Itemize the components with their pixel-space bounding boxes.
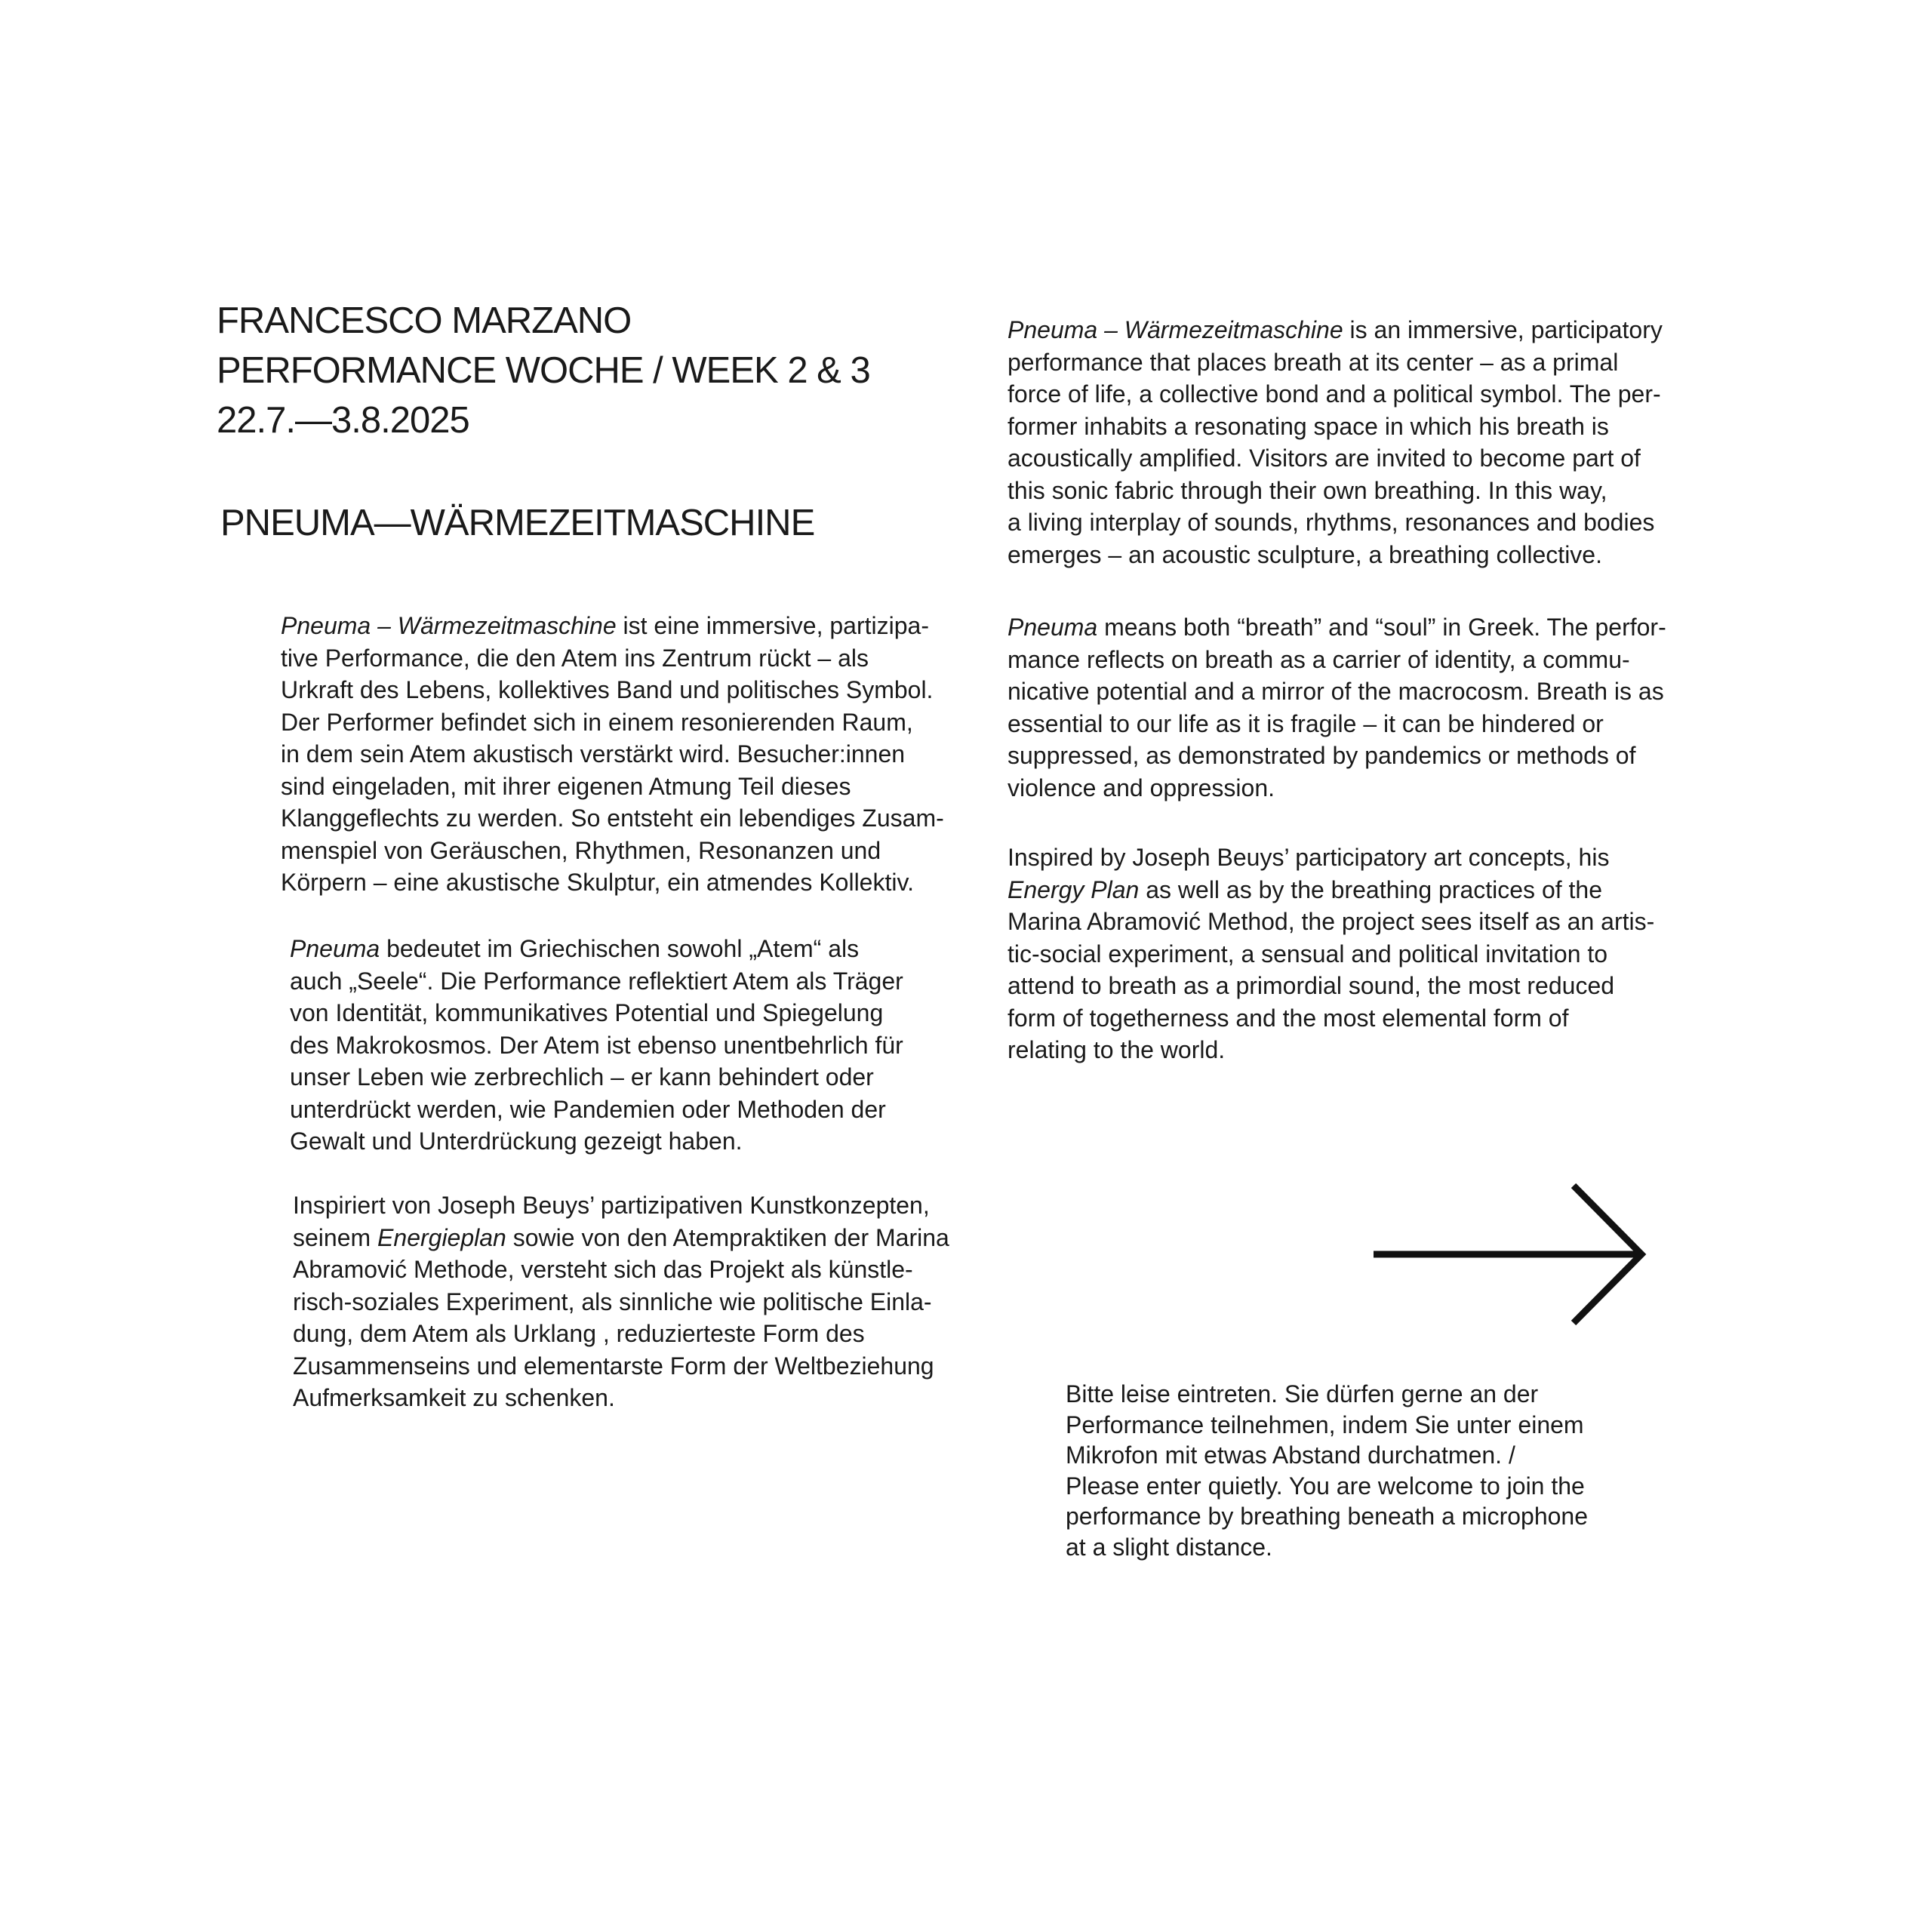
italic-title: Pneuma – Wärmezeitmaschine <box>281 612 617 639</box>
english-paragraph-3 <box>1008 841 1709 1066</box>
paragraph-text: bedeutet im Griechischen sowohl „Atem“ als auch „Seele“. Die Performance reflektiert Atem als Träger von Identität, kommunikatives Potential und Spiegelung des Makrokosmos. Der Atem ist ebenso unentbehrlich für unser Leben wie zerbrechlich – er kann behindert oder unterdrückt werden, wie Pandemien oder Methoden der Gewalt und Unterdrückung gezeigt haben. <box>290 935 903 1155</box>
italic-title: Pneuma – Wärmezeitmaschine <box>1008 316 1343 343</box>
english-paragraph-1 <box>1008 314 1709 571</box>
english-paragraph-2 <box>1008 611 1709 804</box>
arrow-right-icon <box>1374 1181 1653 1328</box>
paragraph-text: sowie von den Atempraktiken der Marina Abramović Methode, versteht sich das Projekt als künstle- risch-soziales Experiment, als sinnliche wie politische Einla- dung, dem Atem als Urklang , reduzierteste Form des Zusammenseins und elementarste Form der Weltbeziehung Aufmerksamkeit zu schenken. <box>293 1223 949 1411</box>
german-paragraph-3 <box>293 1189 987 1414</box>
date-range: 22.7.—3.8.2025 <box>217 400 469 441</box>
german-paragraph-2 <box>290 933 984 1158</box>
paragraph-text: as well as by the breathing practices of the Marina Abramović Method, the project sees itself as an artis- tic-social experiment, a sensual and political invitation to attend to breath as a primordial sound, the most reduced form of togetherness and the most elemental form of relating to the world. <box>1008 875 1655 1063</box>
italic-term: Pneuma <box>290 935 380 962</box>
paragraph-text: means both “breath” and “soul” in Greek. The perfor- mance reflects on breath as a carrier of identity, a commu- nicative potential and a mirror of the macrocosm. Breath is as essential to our life as it is fragile – it can be hindered or suppressed, as demonstrated by pandemics or methods of violence and oppression. <box>1008 614 1666 801</box>
program-label: PERFORMANCE WOCHE / WEEK 2 & 3 <box>217 350 870 391</box>
artist-name: FRANCESCO MARZANO <box>217 300 632 341</box>
italic-term: Pneuma <box>1008 614 1098 641</box>
italic-term: Energieplan <box>377 1223 506 1251</box>
paragraph-text: Inspiriert von Joseph Beuys’ partizipativen Kunstkonzepten, seinem <box>293 1192 930 1251</box>
italic-term: Energy Plan <box>1008 875 1140 903</box>
paragraph-text: ist eine immersive, partizipa- tive Performance, die den Atem ins Zentrum rückt – als Urkraft des Lebens, kollektives Band und politisches Symbol. Der Performer befindet sich in einem resonierenden Raum, in dem sein Atem akustisch verstärkt wird. Besucher:innen sind eingeladen, mit ihrer eigenen Atmung Teil dieses Klanggeflechts zu werden. So entsteht ein lebendiges Zusam- menspiel von Geräuschen, Rhythmen, Resonanzen und Körpern – eine akustische Skulptur, ein atmendes Kollektiv. <box>281 612 944 896</box>
paragraph-text: Inspired by Joseph Beuys’ participatory art concepts, his <box>1008 844 1610 871</box>
paragraph-text: is an immersive, participatory performance that places breath at its center – as a primal force of life, a collective bond and a political symbol. The per- former inhabits a resonating space in which his breath is acoustically amplified. Visitors are invited to become part of this sonic fabric through their own breathing. In this way, a living interplay of sounds, rhythms, resonances and bodies emerges – an acoustic sculpture, a breathing collective. <box>1008 316 1663 568</box>
visitor-notice: Bitte leise eintreten. Sie dürfen gerne an der Performance teilnehmen, indem Sie unter einem Mikrofon mit etwas Abstand durchatmen. / Please enter quietly. You are welcome to join the performance by breathing beneath a microphone at a slight distance. <box>1066 1380 1588 1561</box>
header <box>217 296 971 445</box>
work-title: PNEUMA—WÄRMEZEITMASCHINE <box>220 503 815 543</box>
german-paragraph-1 <box>281 610 975 899</box>
